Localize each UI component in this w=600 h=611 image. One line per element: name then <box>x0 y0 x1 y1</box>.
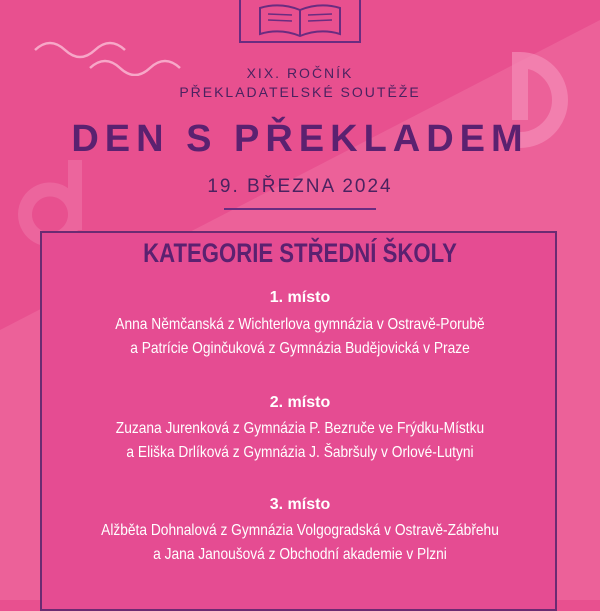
place-label-1: 1. místo <box>269 289 331 306</box>
date-underline <box>224 208 376 210</box>
winner-line-3-2: a Jana Janoušová z Obchodní akademie v Plzni <box>153 546 447 563</box>
place-label-3: 3. místo <box>269 496 331 513</box>
winner-line-3-1: Alžběta Dohnalová z Gymnázia Volgogradská v Ostravě-Zábřehu <box>101 522 499 539</box>
open-book-icon <box>232 0 368 46</box>
winner-line-2-1: Zuzana Jurenková z Gymnázia P. Bezruče ve Frýdku-Místku <box>115 420 485 437</box>
competition-edition <box>0 64 600 102</box>
edition-line-1: XIX. ROČNÍK <box>246 65 354 81</box>
winner-line-1-1: Anna Němčanská z Wichterlova gymnázia v Ostravě-Porubě <box>115 316 485 333</box>
category-heading: KATEGORIE STŘEDNÍ ŠKOLY <box>143 238 457 268</box>
event-date: 19. BŘEZNA 2024 <box>207 176 393 197</box>
winner-line-1-2: a Patrície Oginčuková z Gymnázia Budějovická v Praze <box>130 340 470 357</box>
edition-line-2: PŘEKLADATELSKÉ SOUTĚŽE <box>179 84 421 100</box>
place-label-2: 2. místo <box>269 394 331 411</box>
page-title: DEN S PŘEKLADEM <box>71 118 529 160</box>
winner-line-2-2: a Eliška Drlíková z Gymnázia J. Šabršuly v Orlové-Lutyni <box>126 444 474 461</box>
